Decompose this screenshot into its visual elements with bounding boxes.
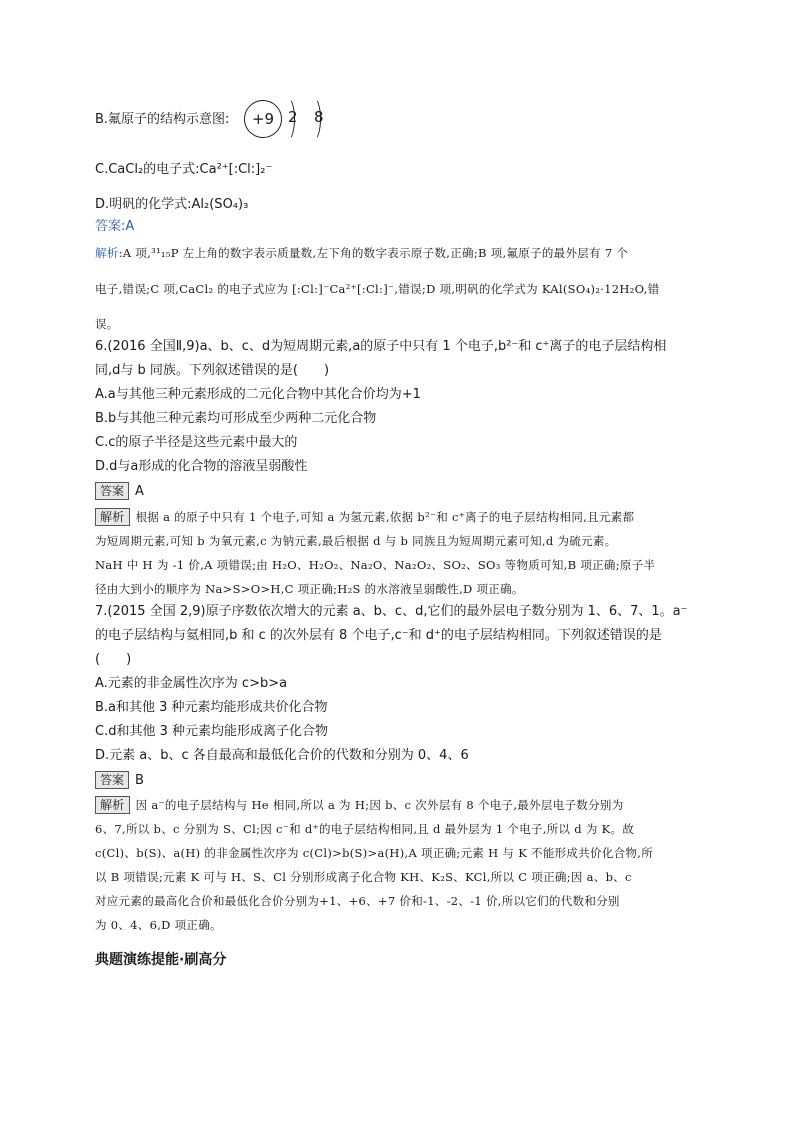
q7-explanation-line-2: 6、7,所以 b、c 分别为 S、Cl;因 c⁻和 d⁺的电子层结构相同,且 d 最外层为 1 个电子,所以 d 为 K。故 bbox=[95, 822, 635, 836]
q7-option-d: D.元素 a、b、c 各自最高和最低化合价的代数和分别为 0、4、6 bbox=[95, 748, 469, 763]
q7-answer-label: 答案 bbox=[95, 771, 129, 789]
option-d: D.明矾的化学式:Al₂(SO₄)₃ bbox=[95, 197, 249, 212]
q6-option-b: B.b与其他三种元素均可形成至少两种二元化合物 bbox=[95, 411, 377, 426]
q7-explanation-label: 解析 bbox=[95, 796, 130, 814]
q7-stem-line-2: 的电子层结构与氦相同,b 和 c 的次外层有 8 个电子,c⁻和 d⁺的电子层结构相同。下列叙述错误的是 bbox=[95, 628, 662, 643]
q7-explanation-text-1: 因 a⁻的电子层结构与 He 相同,所以 a 为 H;因 b、c 次外层有 8 个电子,最外层电子数分别为 bbox=[135, 798, 624, 812]
q6-explanation-line-3: NaH 中 H 为 -1 价,A 项错误;由 H₂O、H₂O₂、Na₂O、Na₂O₂、SO₂、SO₃ 等物质可知,B 项正确;原子半 bbox=[95, 558, 656, 572]
q6-explanation-label: 解析 bbox=[95, 508, 130, 526]
q6-answer-label: 答案 bbox=[95, 482, 129, 500]
q7-explanation-line-4: 以 B 项错误;元素 K 可与 H、S、Cl 分别形成离子化合物 KH、K₂S、KCl,所以 C 项正确;因 a、b、c bbox=[95, 870, 632, 884]
option-b bbox=[95, 110, 229, 130]
option-c: C.CaCl₂的电子式:Ca²⁺[:Cl:]₂⁻ bbox=[95, 162, 273, 177]
q7-stem-line-1: 7.(2015 全国 2,9)原子序数依次增大的元素 a、b、c、d,它们的最外层电子数分别为 1、6、7、1。a⁻ bbox=[95, 604, 688, 619]
q7-stem-line-3: ( ) bbox=[95, 652, 132, 667]
q6-explanation-line-4: 径由大到小的顺序为 Na>S>O>H,C 项正确;H₂S 的水溶液呈弱酸性,D 项正确。 bbox=[95, 582, 524, 596]
q6-stem-line-1: 6.(2016 全国Ⅱ,9)a、b、c、d为短周期元素,a的原子中只有 1 个电子,b²⁻和 c⁺离子的电子层结构相 bbox=[95, 339, 667, 354]
q5-explanation-label: 解析 bbox=[95, 246, 119, 260]
q7-answer bbox=[95, 771, 144, 791]
q6-explanation-line-1 bbox=[95, 507, 634, 527]
section-title: 典题演练提能·刷高分 bbox=[95, 952, 227, 968]
q6-answer bbox=[95, 482, 144, 502]
q7-explanation-line-5: 对应元素的最高化合价和最低化合价分别为+1、+6、+7 价和-1、-2、-1 价,所以它们的代数和分别 bbox=[95, 894, 620, 908]
shell-1-count: 2 bbox=[288, 108, 298, 126]
nucleus-charge: +9 bbox=[251, 110, 275, 128]
q5-explanation-line-3: 误。 bbox=[95, 317, 119, 331]
option-b-label: B.氟原子的结构示意图: bbox=[95, 112, 230, 127]
shell-2-count: 8 bbox=[314, 108, 324, 126]
q7-explanation-line-3: c(Cl)、b(S)、a(H) 的非金属性次序为 c(Cl)>b(S)>a(H),A 项正确;元素 H 与 K 不能形成共价化合物,所 bbox=[95, 846, 653, 860]
q5-answer: 答案:A bbox=[95, 219, 135, 234]
q5-explanation-line-2: 电子,错误;C 项,CaCl₂ 的电子式应为 [:Cl:]⁻Ca²⁺[:Cl:]⁻,错误;D 项,明矾的化学式为 KAl(SO₄)₂·12H₂O,错 bbox=[95, 282, 660, 296]
q7-option-a: A.元素的非金属性次序为 c>b>a bbox=[95, 676, 288, 691]
q6-option-a: A.a与其他三种元素形成的二元化合物中其化合价均为+1 bbox=[95, 387, 421, 402]
fluorine-atom-diagram bbox=[244, 100, 282, 138]
q7-option-c: C.d和其他 3 种元素均能形成离子化合物 bbox=[95, 724, 328, 739]
q7-option-b: B.a和其他 3 种元素均能形成共价化合物 bbox=[95, 700, 328, 715]
q5-explanation-text-1: :A 项,³¹₁₅P 左上角的数字表示质量数,左下角的数字表示原子数,正确;B 项,氟原子的最外层有 7 个 bbox=[118, 246, 629, 260]
q6-option-d: D.d与a形成的化合物的溶液呈弱酸性 bbox=[95, 459, 308, 474]
q7-explanation-line-1 bbox=[95, 795, 624, 815]
q6-explanation-text-1: 根据 a 的原子中只有 1 个电子,可知 a 为氢元素,依据 b²⁻和 c⁺离子的电子层结构相同,且元素都 bbox=[135, 510, 635, 524]
q6-answer-value: A bbox=[135, 484, 144, 499]
q6-explanation-line-2: 为短周期元素,可知 b 为氧元素,c 为钠元素,最后根据 d 与 b 同族且为短周期元素可知,d 为硫元素。 bbox=[95, 534, 617, 548]
q6-stem-line-2: 同,d与 b 同族。下列叙述错误的是( ) bbox=[95, 363, 330, 378]
q6-option-c: C.c的原子半径是这些元素中最大的 bbox=[95, 435, 298, 450]
q7-explanation-line-6: 为 0、4、6,D 项正确。 bbox=[95, 918, 222, 932]
q7-answer-value: B bbox=[135, 773, 144, 788]
q5-explanation-line-1 bbox=[95, 243, 628, 263]
